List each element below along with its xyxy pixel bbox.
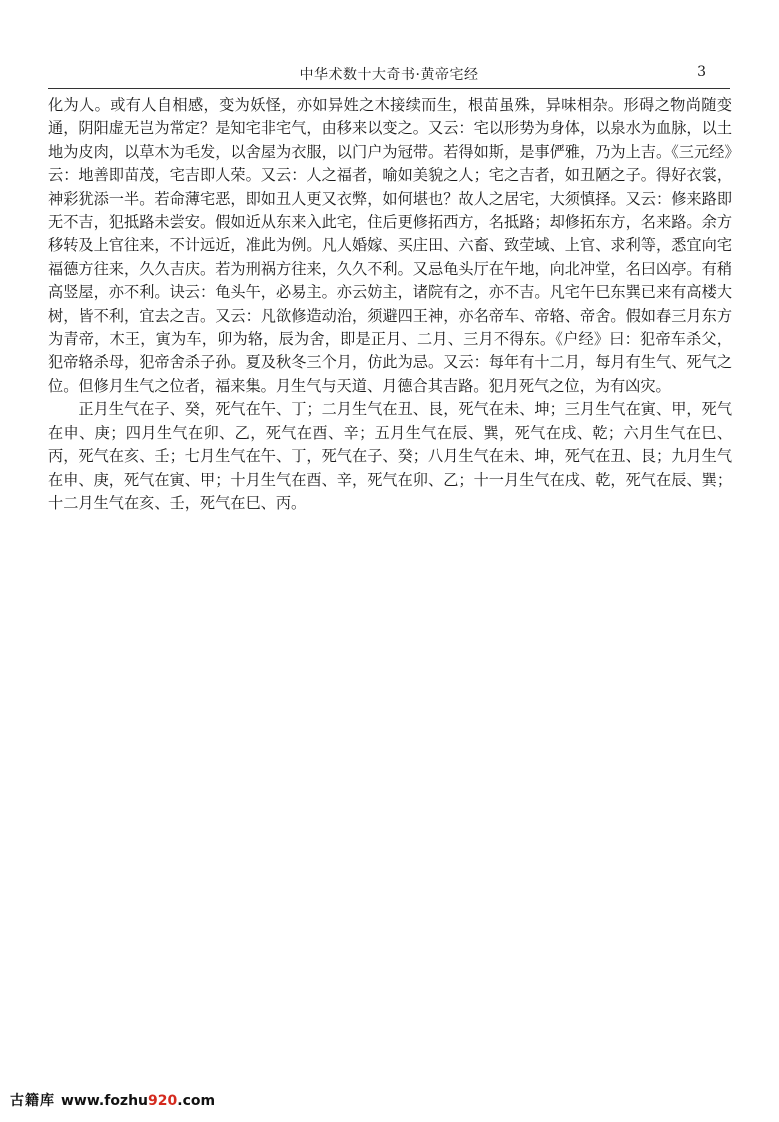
paragraph: 正月生气在子、癸，死气在午、丁；二月生气在丑、艮，死气在未、坤；三月生气在寅、甲，死气在申、庚；四月生气在卯、乙，死气在酉、辛；五月生气在辰、巽，死气在戌、乾；六月生气在巳、丙，死气在亥、壬；七月生气在午、丁，死气在子、癸；八月生气在未、坤，死气在丑、艮；九月生气在申、庚，死气在寅、甲；十月生气在酉、辛，死气在卯、乙；十一月生气在戌、乾，死气在辰、巽；十二月生气在亥、壬，死气在巳、丙。: [48, 400, 732, 512]
header-divider: [48, 88, 730, 89]
url-prefix: www.fozhu: [61, 1093, 149, 1109]
main-text: [48, 94, 732, 515]
page-header: [48, 62, 730, 88]
running-title: 中华术数十大奇书·黄帝宅经: [299, 67, 479, 83]
page-number: 3: [697, 64, 706, 80]
paragraph: 化为人。或有人自相感，变为妖怪，亦如异姓之木接续而生，根苗虽殊，异味相杂。形碍之物尚随变通，阴阳虚无岂为常定？是知宅非宅气，由移来以变之。又云：宅以形势为身体，以泉水为血脉，以土地为皮肉，以草木为毛发，以舍屋为衣服，以门户为冠带。若得如斯，是事俨雅，乃为上吉。《三元经》云：地善即苗茂，宅吉即人荣。又云：人之福者，喻如美貌之人；宅之吉者，如丑陋之子。得好衣裳，神彩犹添一半。若命薄宅恶，即如丑人更又衣弊，如何堪也？故人之居宅，大须慎择。又云：修来路即无不吉，犯抵路未尝安。假如近从东来入此宅，住后更修拓西方，名抵路；却修拓东方，名来路。余方移转及上官往来，不计远近，准此为例。凡人婚嫁、买庄田、六畜、致茔域、上官、求利等，悉宜向宅福德方往来，久久吉庆。若为刑祸方往来，久久不利。又忌龟头厅在午地，向北冲堂，名曰凶亭。有稍高竖屋，亦不利。诀云：龟头午，必易主。亦云妨主，诸院有之，亦不吉。凡宅午巳东巽已来有高楼大树，皆不利，宜去之吉。又云：凡欲修造动治，须避四王神，亦名帝车、帝辂、帝舍。假如春三月东方为青帝，木王，寅为车，卯为辂，辰为舍，即是正月、二月、三月不得东。《户经》曰：犯帝车杀父，犯帝辂杀母，犯帝舍杀子孙。夏及秋冬三个月，仿此为忌。又云：每年有十二月，每月有生气、死气之位。但修月生气之位者，福来集。月生气与天道、月德合其吉路。犯月死气之位，为有凶灾。: [48, 96, 732, 395]
url-accent: 920: [148, 1093, 178, 1109]
site-url: [61, 1093, 215, 1109]
url-suffix: .com: [177, 1093, 216, 1109]
site-watermark: [10, 1090, 215, 1110]
site-name: 古籍库: [10, 1093, 55, 1109]
